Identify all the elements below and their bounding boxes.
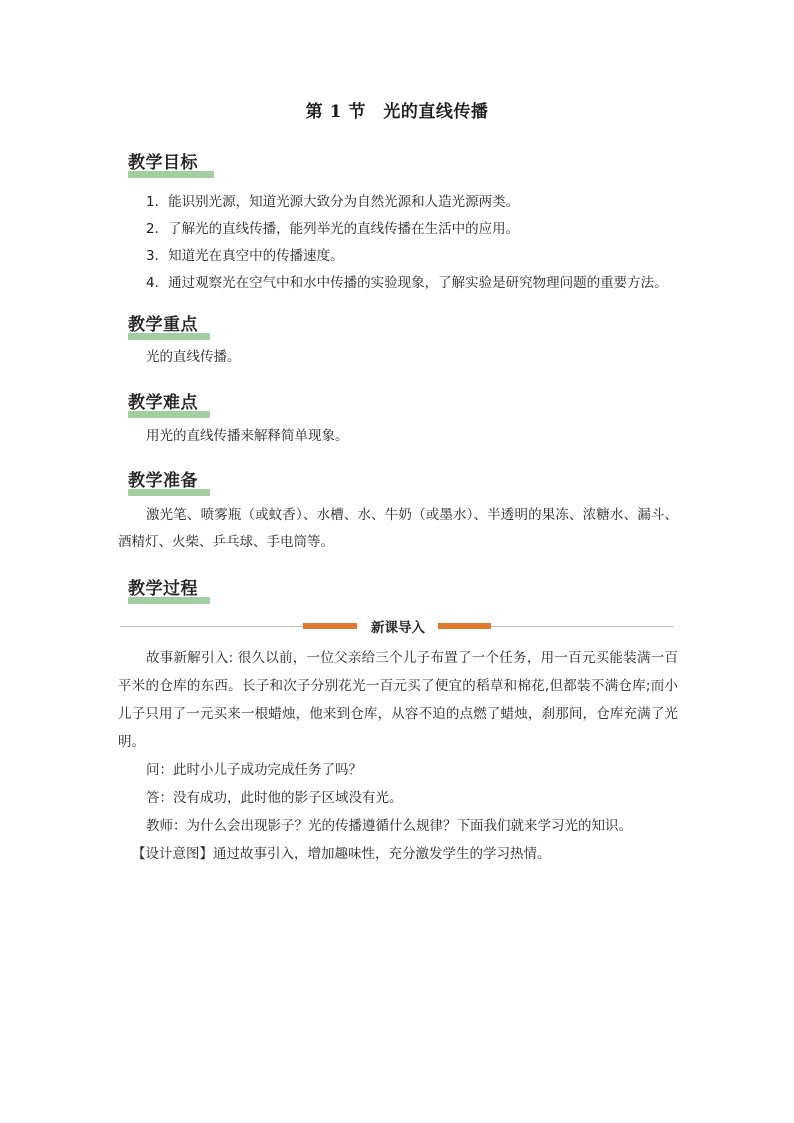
divider-accent-right xyxy=(437,623,491,629)
divider-accent-left xyxy=(303,623,357,629)
section-heading-text: 教学目标 xyxy=(128,153,198,173)
teacher-paragraph: 教师：为什么会出现影子？光的传播遵循什么规律？下面我们就来学习光的知识。 xyxy=(146,818,632,834)
section-heading-text: 教学难点 xyxy=(128,393,198,413)
page-title: 第 1 节 光的直线传播 xyxy=(305,102,489,122)
lesson-intro-body xyxy=(118,644,678,868)
section-heading-goals xyxy=(128,150,198,180)
design-intent-paragraph: 【设计意图】通过故事引入，增加趣味性，充分激发学生的学习热情。 xyxy=(132,846,551,862)
goal-item: 2．了解光的直线传播，能列举光的直线传播在生活中的应用。 xyxy=(146,221,520,237)
section-heading-prep xyxy=(128,468,198,498)
section-heading-text: 教学准备 xyxy=(128,471,198,491)
goal-item: 1．能识别光源，知道光源大致分为自然光源和人造光源两类。 xyxy=(146,194,520,210)
question-paragraph: 问：此时小儿子成功完成任务了吗？ xyxy=(146,762,362,778)
section-heading-key xyxy=(128,312,198,342)
goal-item: 3．知道光在真空中的传播速度。 xyxy=(146,248,344,264)
divider-label: 新课导入 xyxy=(358,616,438,636)
difficult-point-text: 用光的直线传播来解释简单现象。 xyxy=(146,428,349,444)
story-paragraph: 故事新解引入: 很久以前，一位父亲给三个儿子布置了一个任务，用一百元买能装满一百平米的仓库的东西。长子和次子分别花光一百元买了便宜的稻草和棉花,但都装不满仓库;而小儿子只用了一元买来一根蜡烛，他来到仓库，从容不迫的点燃了蜡烛，刹那间，仓库充满了光明。 xyxy=(118,650,678,750)
section-heading-text: 教学重点 xyxy=(128,315,198,335)
prep-materials-text: 激光笔、喷雾瓶（或蚊香）、水槽、水、牛奶（或墨水）、半透明的果冻、浓糖水、漏斗、酒精灯、火柴、乒乓球、手电筒等。 xyxy=(118,507,678,550)
answer-paragraph: 答：没有成功，此时他的影子区域没有光。 xyxy=(146,790,403,806)
goal-item: 4．通过观察光在空气中和水中传播的实验现象，了解实验是研究物理问题的重要方法。 xyxy=(146,275,668,291)
section-heading-text: 教学过程 xyxy=(128,579,198,599)
key-point-text: 光的直线传播。 xyxy=(146,349,241,365)
section-heading-difficult xyxy=(128,390,198,420)
section-heading-process xyxy=(128,576,198,606)
